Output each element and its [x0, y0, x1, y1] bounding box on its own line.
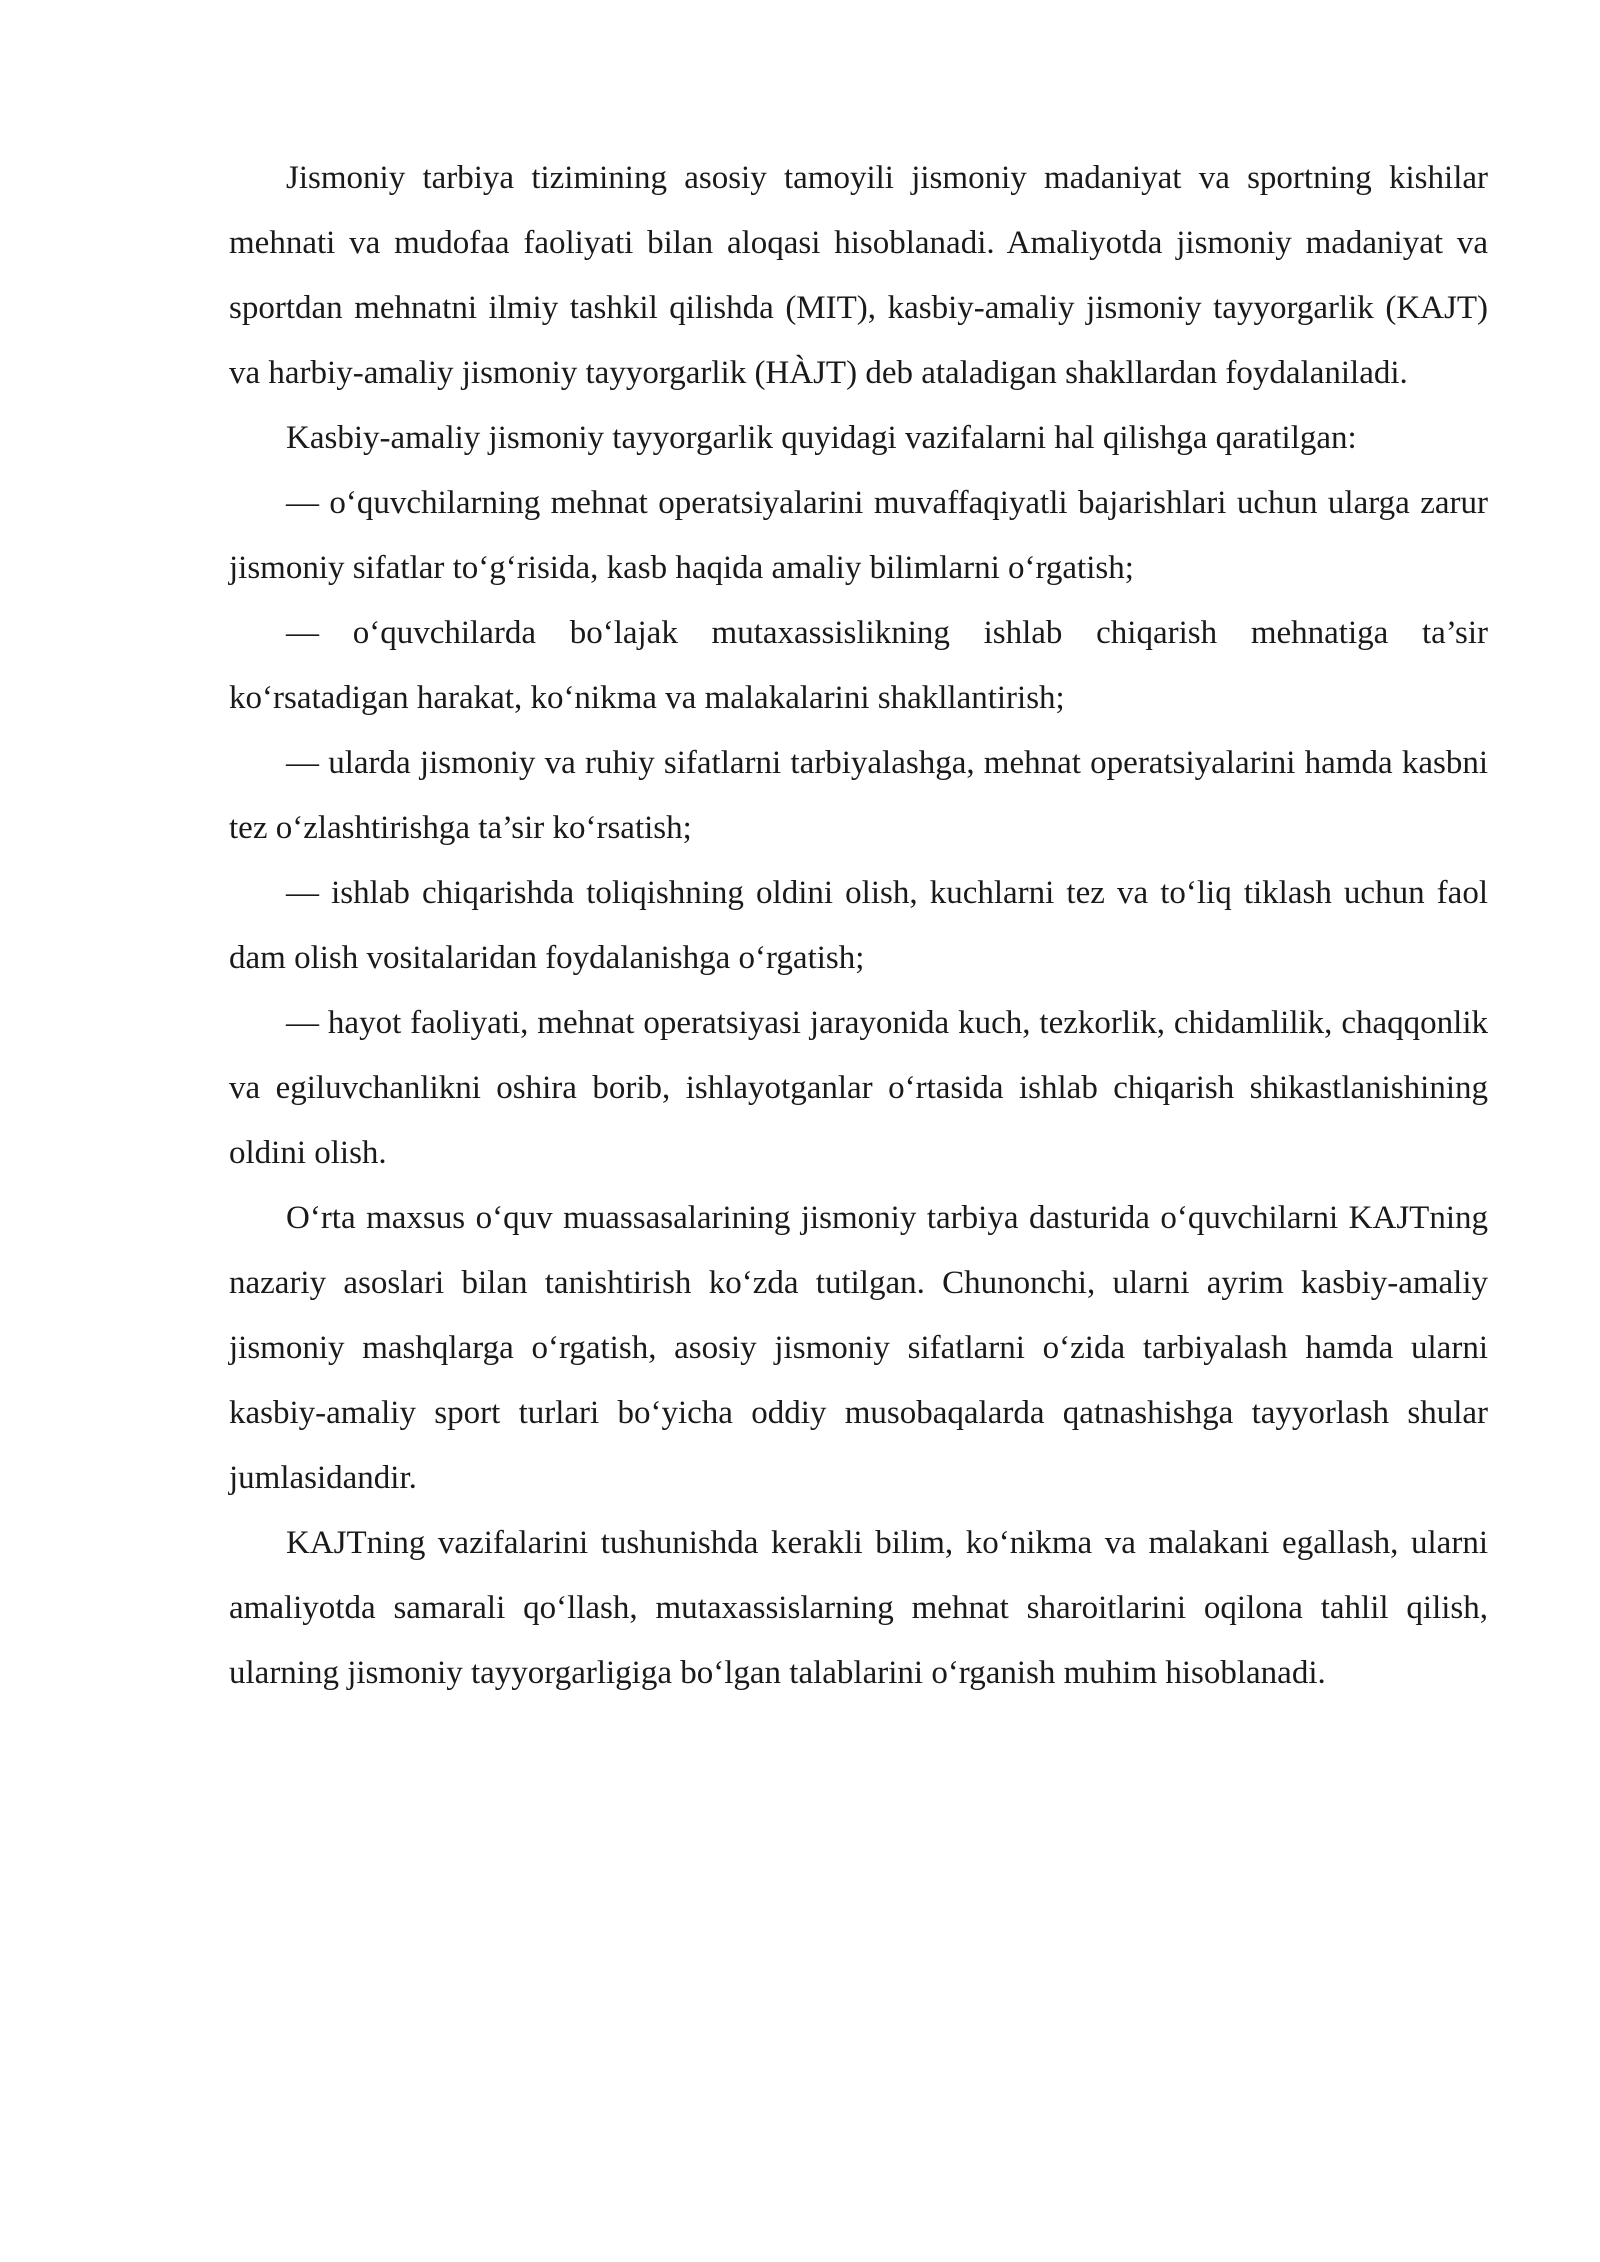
- list-item-task-3: — ularda jismoniy va ruhiy sifatlarni tarbiyalashga, mehnat operatsiyalarini hamda kasbni tez o‘zlashtirishga ta’sir ko‘rsatish;: [229, 745, 1488, 846]
- paragraph-curriculum: O‘rta maxsus o‘quv muassasalarining jismoniy tarbiya dasturida o‘quvchilarni KAJTning nazariy asoslari bilan tanishtirish ko‘zda tutilgan. Chunonchi, ularni ayrim kasbiy-amaliy jismoniy mashqlarga o‘rgatish, asosiy jismoniy sifatlarni o‘zida tarbiyalash hamda ularni kasbiy-amaliy sport turlari bo‘yicha oddiy musobaqalarda qatnashishga tayyorlash shular jumlasidandir.: [229, 1200, 1488, 1496]
- body-text: [229, 146, 1488, 1706]
- paragraph-conclusion: KAJTning vazifalarini tushunishda kerakli bilim, ko‘nikma va malakani egallash, ularni amaliyotda samarali qo‘llash, mutaxassislarning mehnat sharoitlarini oqilona tahlil qilish, ularning jismoniy tayyorgarligiga bo‘lgan talablarini o‘rganish muhim hisoblanadi.: [229, 1525, 1488, 1691]
- list-item-task-4: — ishlab chiqarishda toliqishning oldini olish, kuchlarni tez va to‘liq tiklash uchun faol dam olish vositalaridan foydalanishga o‘rgatish;: [229, 875, 1488, 976]
- list-item-task-5: — hayot faoliyati, mehnat operatsiyasi jarayonida kuch, tezkorlik, chidamlilik, chaqqonlik va egiluvchanlikni oshira borib, ishlayotganlar o‘rtasida ishlab chiqarish shikastlanishining oldini olish.: [229, 1005, 1488, 1171]
- paragraph-intro: Jismoniy tarbiya tizimining asosiy tamoyili jismoniy madaniyat va sportning kishilar mehnati va mudofaa faoliyati bilan aloqasi hisoblanadi. Amaliyotda jismoniy madaniyat va sportdan mehnatni ilmiy tashkil qilishda (MIT), kasbiy-amaliy jismoniy tayyorgarlik (KAJT) va harbiy-amaliy jismoniy tayyorgarlik (HÀJT) deb ataladigan shakllardan foydalaniladi.: [229, 160, 1488, 391]
- paragraph-tasks-heading: Kasbiy-amaliy jismoniy tayyorgarlik quyidagi vazifalarni hal qilishga qaratilgan:: [286, 420, 1357, 456]
- list-item-task-2: — o‘quvchilarda bo‘lajak mutaxassislikning ishlab chiqarish mehnatiga ta’sir ko‘rsatadigan harakat, ko‘nikma va malakalarini shakllantirish;: [229, 615, 1488, 716]
- list-item-task-1: — o‘quvchilarning mehnat operatsiyalarini muvaffaqiyatli bajarishlari uchun ularga zarur jismoniy sifatlar to‘g‘risida, kasb haqida amaliy bilimlarni o‘rgatish;: [229, 485, 1488, 586]
